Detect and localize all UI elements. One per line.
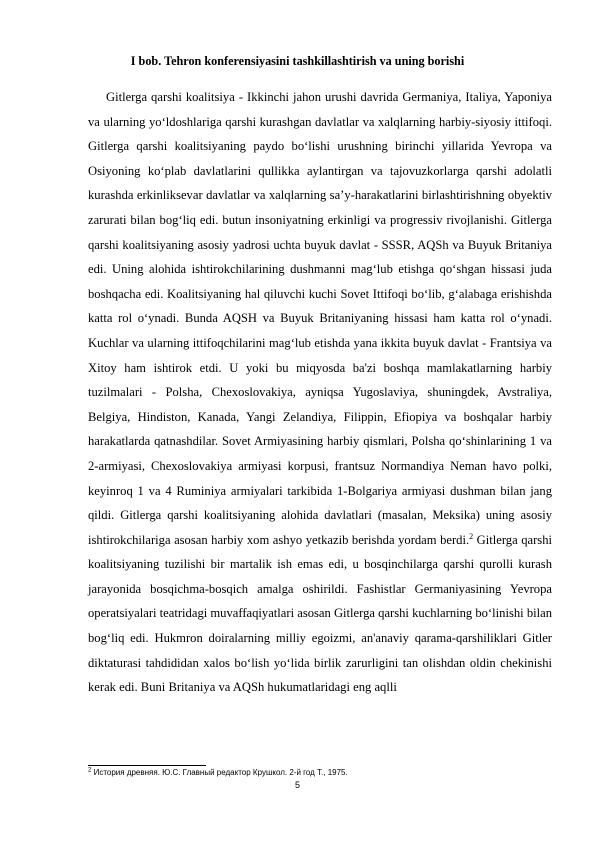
footnote-text: История древняя. Ю.С. Главный редактор Крушкол. 2-й год Т., 1975. [91, 768, 348, 777]
page-number: 5 [294, 780, 300, 790]
body-paragraph [88, 85, 552, 700]
chapter-heading: I bob. Tehron konferensiyasini tashkillashtirish va uning borishi [130, 54, 465, 68]
footnote-reference[interactable]: 2 [469, 531, 474, 541]
body-text-part-1: Gitlerga qarshi koalitsiya - Ikkinchi jahon urushi davrida Germaniya, Italiya, Yaponiya va ularning yo‘ldoshlariga qarshi kurashgan davlatlar va xalqlarning harbiy-siyosiy ittifoqi. Gitlerga qarshi koalitsiyaning paydo bo‘lishi urushning birinchi yillarida Yevropa va Osiyoning ko‘plab davlatlarini qullikka aylantirgan va tajovuzkorlarga qarshi adolatli kurashda erkinliksevar davlatlar va xalqlarning sa’y-harakatlarini birlashtirishning obyektiv zarurati bilan bog‘liq edi. butun insoniyatning erkinligi va progressiv rivojlanishi. Gitlerga qarshi koalitsiyaning asosiy yadrosi uchta buyuk davlat - SSSR, AQSh va Buyuk Britaniya edi. Uning alohida ishtirokchilarining dushmanni mag‘lub etishga qo‘shgan hissasi juda boshqacha edi. Koalitsiyaning hal qiluvchi kuchi Sovet Ittifoqi bo‘lib, g‘alabaga erishishda katta rol o‘ynadi. Bunda AQSH va Buyuk Britaniyaning hissasi ham katta rol o‘ynadi. Kuchlar va ularning ittifoqchilarini mag‘lub etishda yana ikkita buyuk davlat - Frantsiya va Xitoy ham ishtirok etdi. U yoki bu miqyosda ba'zi boshqa mamlakatlarning harbiy tuzilmalari - Polsha, Chexoslovakiya, ayniqsa Yugoslaviya, shuningdek, Avstraliya, Belgiya, Hindiston, Kanada, Yangi Zelandiya, Filippin, Efiopiya va boshqalar harbiy harakatlarda qatnashdilar. Sovet Armiyasining harbiy qismlari, Polsha qo‘shinlarining 1 va 2-armiyasi, Chexoslovakiya armiyasi korpusi, frantsuz Normandiya Neman havo polki, keyinroq 1 va 4 Ruminiya armiyalari tarkibida 1-Bolgariya armiyasi dushman bilan jang qildi. Gitlerga qarshi koalitsiyaning alohida davlatlari (masalan, Meksika) uning asosiy ishtirokchilariga asosan harbiy xom ashyo yetkazib berishda yordam berdi. [88, 90, 552, 547]
footnote [88, 767, 552, 779]
body-text-part-2: Gitlerga qarshi koalitsiyaning tuzilishi bir martalik ish emas edi, u bosqinchilarga qarshi qurolli kurash jarayonida bosqichma-bosqich amalga oshirildi. Fashistlar Germaniyasining Yevropa operatsiyalari teatridagi muvaffaqiyatlari asosan Gitlerga qarshi kuchlarning bo‘linishi bilan bog‘liq edi. Hukmron doiralarning milliy egoizmi, an'anaviy qarama-qarshiliklari Gitler diktaturasi tahdididan xalos bo‘lish yo‘lida birlik zarurligini tan olishdan oldin chekinishi kerak edi. Buni Britaniya va AQSh hukumatlaridagi eng aqlli [88, 532, 552, 695]
footnote-separator [88, 765, 206, 766]
footnote-number: 2 [88, 767, 92, 774]
